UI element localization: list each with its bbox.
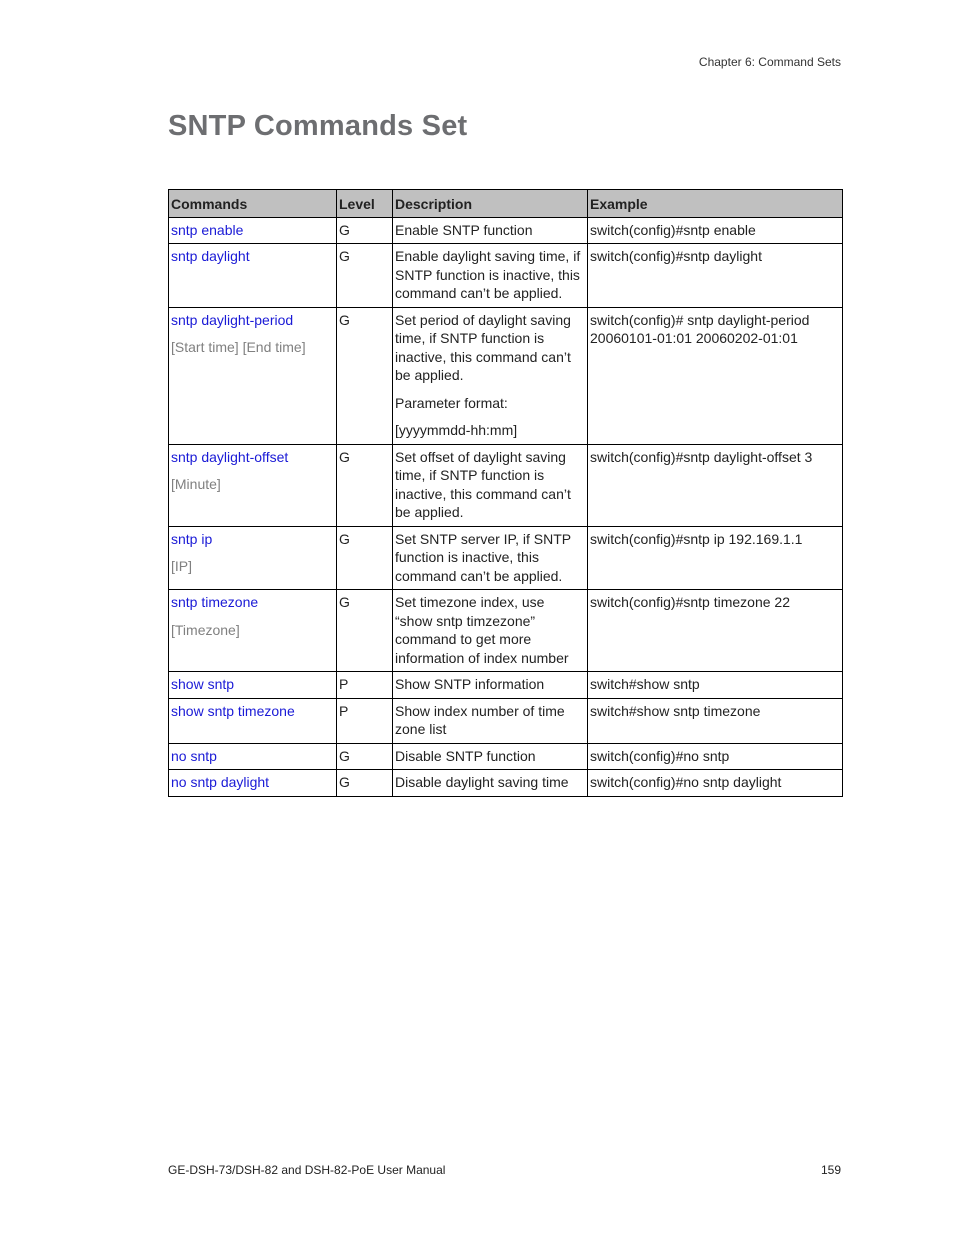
table-row <box>169 307 843 444</box>
example-cell: switch#show sntp <box>588 672 843 699</box>
column-header-example: Example <box>588 190 843 218</box>
level-cell: G <box>337 526 393 590</box>
command-link[interactable]: show sntp timezone <box>171 702 295 719</box>
table-row <box>169 526 843 590</box>
command-cell <box>169 590 337 672</box>
footer-manual-title: GE-DSH-73/DSH-82 and DSH-82-PoE User Manual <box>168 1163 446 1177</box>
command-cell <box>169 526 337 590</box>
description-text: Disable SNTP function <box>395 747 536 764</box>
command-cell <box>169 444 337 526</box>
command-cell <box>169 770 337 797</box>
table-header-row <box>169 190 843 218</box>
table-row <box>169 770 843 797</box>
footer-page-number: 159 <box>820 1163 841 1177</box>
description-cell <box>393 698 588 743</box>
command-link[interactable]: sntp daylight <box>171 248 250 264</box>
level-cell: G <box>337 590 393 672</box>
example-cell: switch(config)# sntp daylight-period 20060101-01:01 20060202-01:01 <box>588 307 843 444</box>
description-text: Set timezone index, use “show sntp timzezone” command to get more information of index number <box>395 594 569 666</box>
example-cell: switch(config)#sntp enable <box>588 217 843 244</box>
command-link[interactable]: sntp ip <box>171 530 213 547</box>
level-cell: G <box>337 770 393 797</box>
description-extra-line: Parameter format: <box>395 394 508 411</box>
command-parameter: [Minute] <box>171 476 221 492</box>
command-link[interactable]: sntp daylight-offset <box>171 448 289 465</box>
table-row <box>169 698 843 743</box>
command-link[interactable]: sntp enable <box>171 221 244 238</box>
commands-table <box>168 189 843 797</box>
command-cell <box>169 244 337 308</box>
chapter-header: Chapter 6: Command Sets <box>698 55 841 69</box>
level-cell: G <box>337 743 393 770</box>
description-cell <box>393 672 588 699</box>
description-cell <box>393 307 588 444</box>
description-text: Set offset of daylight saving time, if SNTP function is inactive, this command can’t be applied. <box>395 448 571 520</box>
level-cell: G <box>337 307 393 444</box>
description-text: Enable SNTP function <box>395 221 533 238</box>
description-cell <box>393 590 588 672</box>
table-row <box>169 244 843 308</box>
example-cell: switch(config)#sntp daylight <box>588 244 843 308</box>
command-link[interactable]: no sntp <box>171 747 217 764</box>
command-link[interactable]: no sntp daylight <box>171 774 270 790</box>
description-cell <box>393 217 588 244</box>
table-row <box>169 217 843 244</box>
description-text: Set SNTP server IP, if SNTP function is inactive, this command can’t be applied. <box>395 530 571 584</box>
example-cell: switch(config)#sntp daylight-offset 3 <box>588 444 843 526</box>
table-row <box>169 672 843 699</box>
example-cell: switch(config)#sntp ip 192.169.1.1 <box>588 526 843 590</box>
command-link[interactable]: sntp timezone <box>171 594 259 610</box>
column-header-level: Level <box>337 190 393 218</box>
command-cell <box>169 672 337 699</box>
example-cell: switch(config)#no sntp daylight <box>588 770 843 797</box>
description-text: Disable daylight saving time <box>395 774 569 790</box>
example-cell: switch(config)#no sntp <box>588 743 843 770</box>
description-cell <box>393 244 588 308</box>
command-cell <box>169 743 337 770</box>
level-cell: G <box>337 444 393 526</box>
command-parameter: [Start time] [End time] <box>171 339 306 355</box>
description-cell <box>393 526 588 590</box>
description-cell <box>393 444 588 526</box>
command-link[interactable]: sntp daylight-period <box>171 311 294 328</box>
description-text: Set period of daylight saving time, if SNTP function is inactive, this command can’t be applied. <box>395 311 571 383</box>
page-title: SNTP Commands Set <box>168 110 468 142</box>
column-header-description: Description <box>393 190 588 218</box>
level-cell: P <box>337 672 393 699</box>
description-text: Show index number of time zone list <box>395 702 565 737</box>
level-cell: P <box>337 698 393 743</box>
description-cell <box>393 770 588 797</box>
example-cell: switch#show sntp timezone <box>588 698 843 743</box>
command-cell <box>169 698 337 743</box>
table-row <box>169 743 843 770</box>
level-cell: G <box>337 244 393 308</box>
level-cell: G <box>337 217 393 244</box>
table-body <box>169 217 843 796</box>
description-text: Enable daylight saving time, if SNTP function is inactive, this command can’t be applied. <box>395 248 581 301</box>
description-cell <box>393 743 588 770</box>
command-link[interactable]: show sntp <box>171 676 235 692</box>
column-header-commands: Commands <box>169 190 337 218</box>
table-row <box>169 590 843 672</box>
description-extra-line: [yyyymmdd-hh:mm] <box>395 422 518 438</box>
command-parameter: [Timezone] <box>171 621 240 638</box>
description-text: Show SNTP information <box>395 676 545 692</box>
command-cell <box>169 217 337 244</box>
command-cell <box>169 307 337 444</box>
example-cell: switch(config)#sntp timezone 22 <box>588 590 843 672</box>
table-row <box>169 444 843 526</box>
command-parameter: [IP] <box>171 558 193 574</box>
